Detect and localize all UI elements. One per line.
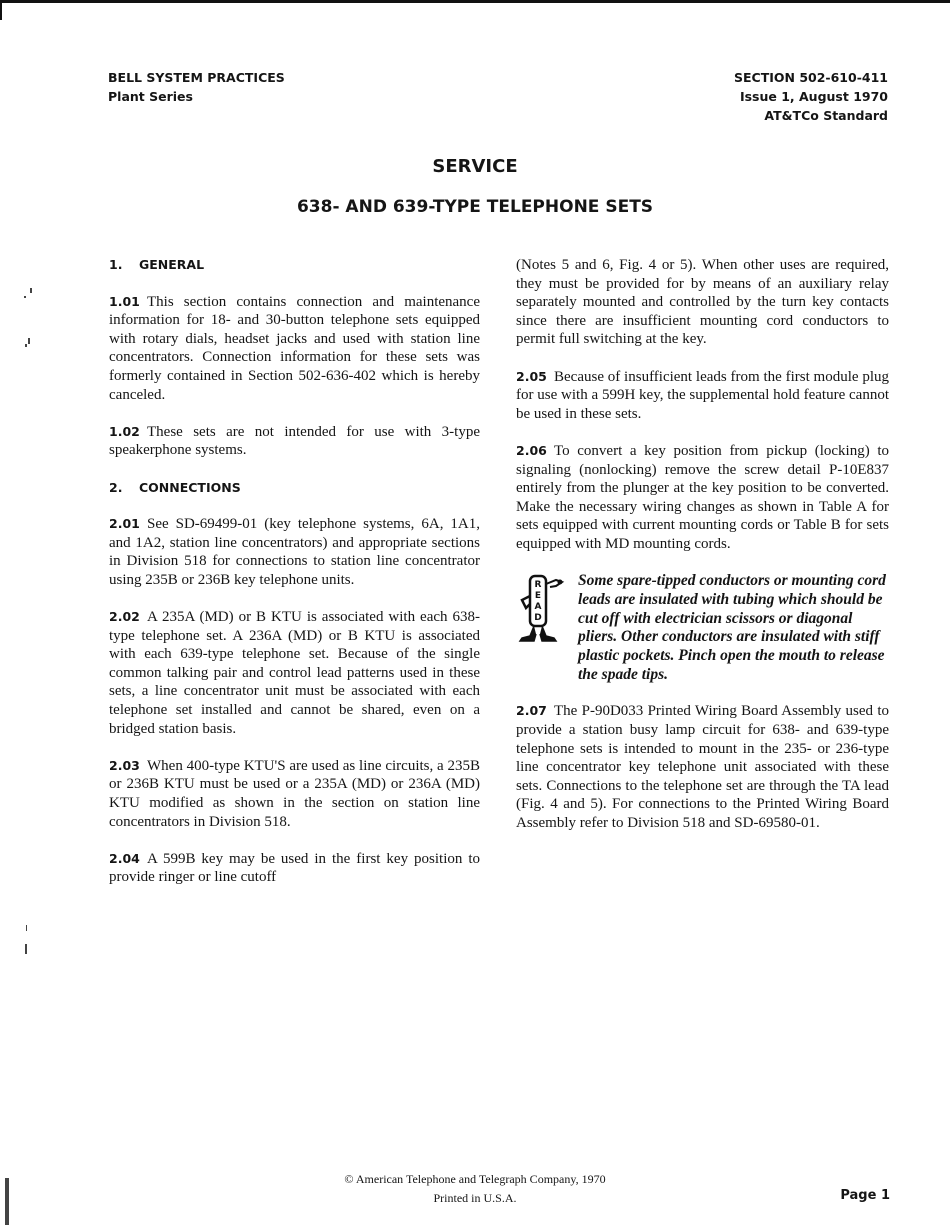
paragraph-text: To convert a key position from pickup (locking) to signaling (nonlocking) remove the screw detail P-10E837 entirely from the plunger at the key position to be converted. Make the necessary wiring changes as shown in Table A for sets equipped with current mounting cords or Table B for sets equipped with MD mounting cords. xyxy=(516,442,889,552)
right-column xyxy=(516,256,889,851)
paragraph-number: 1.01 xyxy=(109,293,140,309)
read-figure-graphic xyxy=(516,574,572,646)
paragraph-2-03 xyxy=(109,757,480,831)
paragraph-text: See SD-69499-01 (key telephone systems, 6A, 1A1, and 1A2, station line concentrators) and appropriate sections in Division 518 for connections to station line concentrator using 235B or 236B key telephone units. xyxy=(109,516,480,588)
paragraph-number: 2.01 xyxy=(109,516,140,532)
paragraph-2-05 xyxy=(516,368,889,424)
scan-speck xyxy=(25,344,27,347)
plant-series: Plant Series xyxy=(108,89,193,104)
section-info-header xyxy=(734,68,888,125)
standard-label: AT&TCo Standard xyxy=(764,108,888,123)
paragraph-1-01 xyxy=(109,293,480,405)
paragraph-2-06 xyxy=(516,442,889,554)
paragraph-number: 2.02 xyxy=(109,609,140,625)
paragraph-number: 2.05 xyxy=(516,368,547,384)
scan-top-border xyxy=(0,0,950,3)
issue-date: Issue 1, August 1970 xyxy=(739,89,888,104)
scan-speck xyxy=(24,296,26,298)
document-series-header xyxy=(108,68,285,106)
paragraph-number: 2.07 xyxy=(516,703,547,719)
paragraph-number: 1.02 xyxy=(109,423,140,439)
paragraph-text: A 599B key may be used in the first key position to provide ringer or line cutoff xyxy=(109,850,480,886)
paragraph-2-02 xyxy=(109,608,480,738)
read-figure-icon xyxy=(516,572,578,684)
left-column xyxy=(109,256,480,906)
paragraph-text: When 400-type KTU'S are used as line circuits, a 235B or 236B KTU must be used or a 235A (MD) or 236A (MD) KTU modified as shown in the section on station line concentrators in Division 518. xyxy=(109,757,480,830)
paragraph-text: Because of insufficient leads from the first module plug for use with a 599H key, the supplemental hold feature cannot be used in these sets. xyxy=(516,368,889,422)
paragraph-text: A 235A (MD) or B KTU is associated with each 638-type telephone set. A 236A (MD) or B KTU is associated with each 639-type telephone set. Because of the single common talking pair and control lead patterns used in these sets, a line concentrator unit must be associated with each telephone set installed and cannot be shared, even on a bridged station basis. xyxy=(109,609,480,737)
copyright-notice: © American Telephone and Telegraph Company, 1970 xyxy=(344,1172,606,1186)
paragraph-2-04-continued: (Notes 5 and 6, Fig. 4 or 5). When other uses are required, they must be provided for by means of an auxiliary relay separately mounted and controlled by the turn key contacts since there are insufficient mounting cord conductors to permit full switching at the key. xyxy=(516,257,889,348)
scan-speck xyxy=(26,925,27,931)
paragraph-number: 2.03 xyxy=(109,757,140,773)
notice-text: Some spare-tipped conductors or mounting cord leads are insulated with tubing which should be cut off with electrician scissors or diagonal pliers. Other conductors are insulated with stiff plastic pockets. Pinch open the mouth to release the spade tips. xyxy=(578,572,886,683)
page-number: Page 1 xyxy=(840,1188,890,1203)
paragraph-text: The P-90D033 Printed Wiring Board Assembly used to provide a station busy lamp circuit for 638- and 639-type telephone sets is intended to mount in the 235- or 236-type line concentrator key telephone unit associated with these sets. Connections to the telephone set are through the TA lead (Fig. 4 and 5). For connections to the Printed Wiring Board Assembly refer to Division 518 and SD-69580-01. xyxy=(516,703,889,831)
paragraph-2-04 xyxy=(109,850,480,887)
section-heading-connections: 2. CONNECTIONS xyxy=(109,479,241,495)
paragraph-2-07 xyxy=(516,702,889,832)
read-notice xyxy=(516,572,889,684)
scan-speck xyxy=(30,288,32,293)
page-title: SERVICE xyxy=(432,156,518,177)
page-footer xyxy=(0,1170,950,1208)
paragraph-number: 2.04 xyxy=(109,850,140,866)
practice-title: BELL SYSTEM PRACTICES xyxy=(108,70,285,85)
paragraph-2-01 xyxy=(109,515,480,589)
scan-left-mark xyxy=(0,0,2,20)
section-heading-general: 1. GENERAL xyxy=(109,257,205,272)
scan-edge-mark xyxy=(5,1178,9,1225)
paragraph-number: 2.06 xyxy=(516,442,547,458)
read-letter-d: D xyxy=(534,613,542,624)
paragraph-1-02 xyxy=(109,423,480,460)
read-letter-e: E xyxy=(534,591,542,602)
read-letter-r: R xyxy=(534,580,542,591)
scan-speck xyxy=(28,338,30,344)
scan-speck xyxy=(25,944,27,954)
section-number: SECTION 502-610-411 xyxy=(734,70,888,85)
paragraph-text: This section contains connection and maintenance information for 18- and 30-button telephone sets equipped with rotary dials, headset jacks and used with station line concentrators. Connection information for these sets was formerly contained in Section 502-636-402 which is hereby canceled. xyxy=(109,293,480,403)
page-subtitle: 638- AND 639-TYPE TELEPHONE SETS xyxy=(296,197,654,217)
paragraph-text: These sets are not intended for use with 3-type speakerphone systems. xyxy=(109,423,480,459)
printed-notice: Printed in U.S.A. xyxy=(433,1191,517,1205)
read-letter-a: A xyxy=(534,602,542,613)
